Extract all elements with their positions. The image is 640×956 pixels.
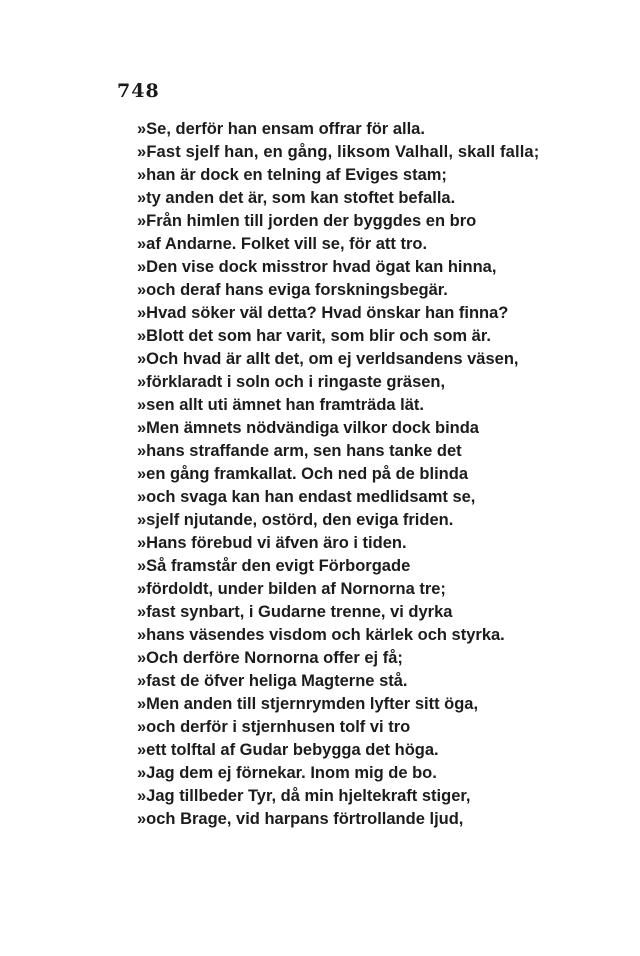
verse-line: »han är dock en telning af Eviges stam; [137,166,447,184]
verse-line: »Hans förebud vi äfven äro i tiden. [137,534,407,552]
verse-line: »och derför i stjernhusen tolf vi tro [137,718,411,736]
verse-line: »sjelf njutande, ostörd, den eviga friden. [137,511,454,529]
page-number: 748 [117,80,160,102]
verse-line: »Från himlen till jorden der byggdes en bro [137,212,477,230]
verse-line: »en gång framkallat. Och ned på de blinda [137,465,468,483]
verse-line: »fast de öfver heliga Magterne stå. [137,672,408,690]
verse-line: »af Andarne. Folket vill se, för att tro. [137,235,428,253]
verse-line: »Fast sjelf han, en gång, liksom Valhall, skall falla; [137,143,540,161]
verse-line: »Hvad söker väl detta? Hvad önskar han finna? [137,304,509,322]
verse-line: »Den vise dock misstror hvad ögat kan hinna, [137,258,497,276]
verse-line: »och svaga kan han endast medlidsamt se, [137,488,476,506]
verse-line: »Se, derför han ensam offrar för alla. [137,120,425,138]
verse-line: »Blott det som har varit, som blir och som är. [137,327,491,345]
verse-line: »fördoldt, under bilden af Nornorna tre; [137,580,446,598]
verse-line: »hans straffande arm, sen hans tanke det [137,442,462,460]
verse-line: »förklaradt i soln och i ringaste gräsen, [137,373,446,391]
verse-line: »ett tolftal af Gudar bebygga det höga. [137,741,439,759]
verse-line: »Och derföre Nornorna offer ej få; [137,649,403,667]
verse-line: »Men ämnets nödvändiga vilkor dock binda [137,419,479,437]
verse-line: »Så framstår den evigt Förborgade [137,557,411,575]
verse-line: »hans väsendes visdom och kärlek och styrka. [137,626,505,644]
verse-line: »Jag tillbeder Tyr, då min hjeltekraft stiger, [137,787,471,805]
verse-line: »Och hvad är allt det, om ej verldsandens väsen, [137,350,519,368]
verse-line: »ty anden det är, som kan stoftet befalla. [137,189,456,207]
verse-line: »fast synbart, i Gudarne trenne, vi dyrka [137,603,453,621]
verse-line: »sen allt uti ämnet han framträda lät. [137,396,424,414]
verse-line: »och Brage, vid harpans förtrollande ljud, [137,810,464,828]
verse-line: »Jag dem ej förnekar. Inom mig de bo. [137,764,437,782]
verse-line: »Men anden till stjernrymden lyfter sitt öga, [137,695,479,713]
verse-line: »och deraf hans eviga forskningsbegär. [137,281,448,299]
